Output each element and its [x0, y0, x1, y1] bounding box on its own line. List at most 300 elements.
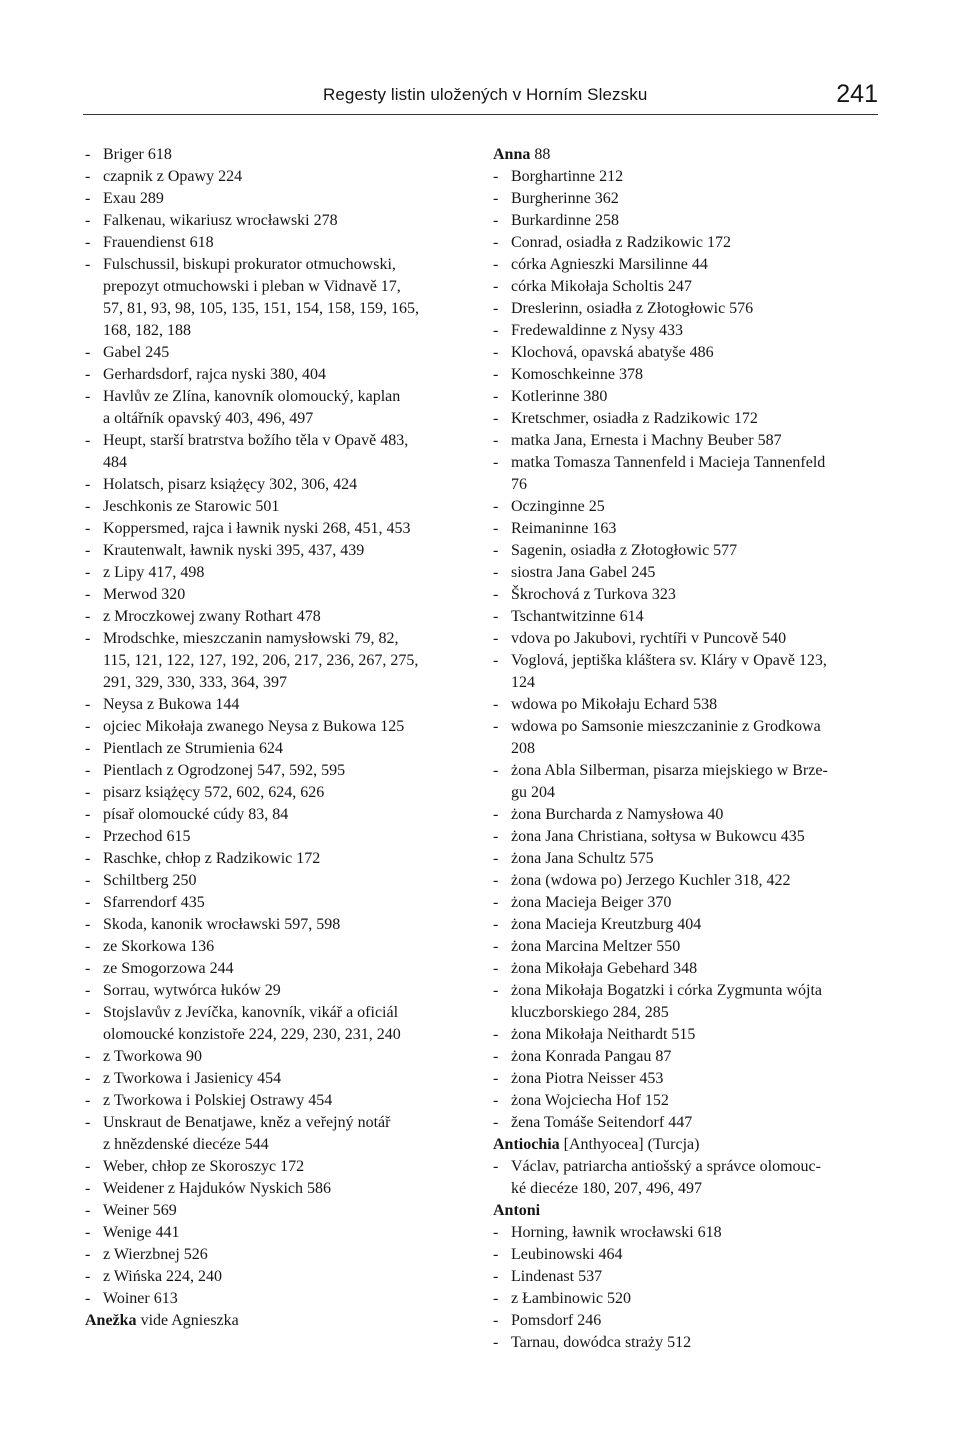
index-headword-entry — [493, 1134, 878, 1156]
index-subentry — [493, 826, 878, 848]
entry-line: Burkardinne 258 — [511, 212, 619, 229]
entry-dash: - — [493, 344, 499, 361]
entry-dash: - — [85, 1092, 91, 1109]
entry-dash: - — [85, 916, 91, 933]
entry-line: wdowa po Mikołaju Echard 538 — [511, 696, 718, 713]
entry-dash: - — [85, 850, 91, 867]
headword-rest: [Anthyocea] (Turcja) — [559, 1136, 700, 1153]
entry-dash: - — [493, 1026, 499, 1043]
entry-line: 115, 121, 122, 127, 192, 206, 217, 236, 267, 275, — [103, 652, 419, 669]
index-subentry — [85, 1046, 470, 1068]
entry-dash: - — [493, 168, 499, 185]
index-subentry — [85, 804, 470, 826]
entry-line: z Tworkowa i Jasienicy 454 — [103, 1070, 282, 1087]
entry-dash: - — [493, 762, 499, 779]
entry-dash: - — [85, 960, 91, 977]
entry-line: Havlův ze Zlína, kanovník olomoucký, kaplan — [103, 388, 401, 405]
index-subentry — [493, 430, 878, 452]
entry-line: Komoschkeinne 378 — [511, 366, 643, 383]
entry-line: żona Jana Christiana, sołtysa w Bukowcu 435 — [511, 828, 805, 845]
index-subentry — [85, 1266, 470, 1288]
index-subentry — [493, 716, 878, 760]
entry-line: Koppersmed, rajca i ławnik nyski 268, 451, 453 — [103, 520, 411, 537]
entry-line: Kretschmer, osiadła z Radzikowic 172 — [511, 410, 758, 427]
index-subentry — [85, 210, 470, 232]
headword: Antoni — [493, 1202, 541, 1219]
entry-dash: - — [493, 1092, 499, 1109]
entry-line: Pientlach z Ogrodzonej 547, 592, 595 — [103, 762, 346, 779]
entry-line: córka Mikołaja Scholtis 247 — [511, 278, 692, 295]
index-subentry — [85, 1156, 470, 1178]
entry-dash: - — [85, 1246, 91, 1263]
entry-dash: - — [493, 938, 499, 955]
entry-line: Fredewaldinne z Nysy 433 — [511, 322, 683, 339]
index-subentry — [85, 628, 470, 694]
entry-dash: - — [85, 1202, 91, 1219]
index-subentry — [493, 1244, 878, 1266]
index-subentry — [493, 232, 878, 254]
index-subentry — [85, 936, 470, 958]
index-subentry — [493, 980, 878, 1024]
entry-line: Oczinginne 25 — [511, 498, 605, 515]
index-subentry — [85, 518, 470, 540]
entry-line: Gabel 245 — [103, 344, 170, 361]
index-subentry — [85, 738, 470, 760]
entry-line: písař olomoucké cúdy 83, 84 — [103, 806, 289, 823]
entry-dash: - — [493, 982, 499, 999]
entry-dash: - — [85, 630, 91, 647]
entry-dash: - — [85, 740, 91, 757]
running-header — [83, 80, 878, 115]
entry-line: 208 — [511, 740, 535, 757]
page-number: 241 — [836, 80, 878, 108]
entry-line: Krautenwalt, ławnik nyski 395, 437, 439 — [103, 542, 365, 559]
entry-dash: - — [493, 1334, 499, 1351]
index-subentry — [493, 694, 878, 716]
entry-dash: - — [493, 564, 499, 581]
headword: Anna — [493, 146, 531, 163]
entry-dash: - — [493, 542, 499, 559]
index-subentry — [85, 1288, 470, 1310]
index-subentry — [85, 606, 470, 628]
entry-dash: - — [493, 696, 499, 713]
index-subentry — [493, 386, 878, 408]
entry-dash: - — [493, 1312, 499, 1329]
entry-line: Dreslerinn, osiadła z Złotogłowic 576 — [511, 300, 754, 317]
entry-dash: - — [85, 608, 91, 625]
index-subentry — [493, 1310, 878, 1332]
entry-dash: - — [85, 696, 91, 713]
entry-line: Burgherinne 362 — [511, 190, 619, 207]
entry-dash: - — [85, 872, 91, 889]
entry-line: Horning, ławnik wrocławski 618 — [511, 1224, 722, 1241]
entry-line: żona Jana Schultz 575 — [511, 850, 654, 867]
entry-dash: - — [493, 960, 499, 977]
entry-dash: - — [493, 190, 499, 207]
entry-line: Pomsdorf 246 — [511, 1312, 602, 1329]
index-subentry — [85, 386, 470, 430]
index-subentry — [493, 1156, 878, 1200]
index-subentry — [493, 188, 878, 210]
entry-dash: - — [493, 300, 499, 317]
index-subentry — [85, 232, 470, 254]
entry-dash: - — [493, 1290, 499, 1307]
entry-dash: - — [493, 212, 499, 229]
entry-line: Weber, chłop ze Skoroszyc 172 — [103, 1158, 305, 1175]
entry-line: Sagenin, osiadła z Złotogłowic 577 — [511, 542, 738, 559]
entry-line: Frauendienst 618 — [103, 234, 214, 251]
running-title: Regesty listin uložených v Horním Slezsku — [323, 85, 648, 104]
index-headword-entry — [493, 1200, 878, 1222]
entry-dash: - — [85, 388, 91, 405]
entry-dash: - — [493, 916, 499, 933]
index-subentry — [85, 342, 470, 364]
entry-line: matka Tomasza Tannenfeld i Macieja Tannenfeld — [511, 454, 826, 471]
entry-dash: - — [85, 520, 91, 537]
entry-dash: - — [493, 432, 499, 449]
index-subentry — [493, 210, 878, 232]
entry-dash: - — [85, 366, 91, 383]
index-subentry — [493, 848, 878, 870]
index-subentry — [85, 254, 470, 342]
index-subentry — [493, 298, 878, 320]
index-subentry — [493, 936, 878, 958]
index-subentry — [85, 1200, 470, 1222]
entry-dash: - — [85, 1290, 91, 1307]
entry-dash: - — [493, 498, 499, 515]
entry-line: ze Skorkowa 136 — [103, 938, 215, 955]
entry-dash: - — [493, 410, 499, 427]
entry-line: Mrodschke, mieszczanin namysłowski 79, 82, — [103, 630, 399, 647]
entry-line: ze Smogorzowa 244 — [103, 960, 234, 977]
entry-line: żona Abla Silberman, pisarza miejskiego w Brze- — [511, 762, 828, 779]
index-subentry — [85, 496, 470, 518]
entry-line: Lindenast 537 — [511, 1268, 603, 1285]
entry-line: Weiner 569 — [103, 1202, 177, 1219]
entry-line: matka Jana, Ernesta i Machny Beuber 587 — [511, 432, 782, 449]
index-subentry — [85, 1178, 470, 1200]
index-subentry — [85, 474, 470, 496]
index-subentry — [85, 980, 470, 1002]
entry-line: Sfarrendorf 435 — [103, 894, 205, 911]
entry-line: żona Marcina Meltzer 550 — [511, 938, 681, 955]
entry-dash: - — [85, 586, 91, 603]
index-subentry — [493, 1332, 878, 1354]
entry-line: Škrochová z Turkova 323 — [511, 586, 676, 603]
index-subentry — [85, 166, 470, 188]
entry-dash: - — [85, 1004, 91, 1021]
entry-line: Jeschkonis ze Starowic 501 — [103, 498, 280, 515]
entry-line: olomoucké konzistoře 224, 229, 230, 231, 240 — [103, 1026, 401, 1043]
entry-line: 291, 329, 330, 333, 364, 397 — [103, 674, 287, 691]
index-subentry — [85, 760, 470, 782]
entry-line: ojciec Mikołaja zwanego Neysa z Bukowa 125 — [103, 718, 405, 735]
entry-dash: - — [493, 278, 499, 295]
entry-dash: - — [85, 168, 91, 185]
index-subentry — [493, 276, 878, 298]
entry-dash: - — [85, 1048, 91, 1065]
entry-line: Briger 618 — [103, 146, 172, 163]
entry-dash: - — [85, 212, 91, 229]
entry-line: Exau 289 — [103, 190, 164, 207]
entry-dash: - — [493, 872, 499, 889]
index-subentry — [493, 452, 878, 496]
index-subentry — [493, 562, 878, 584]
entry-dash: - — [493, 256, 499, 273]
index-subentry — [493, 958, 878, 980]
entry-dash: - — [493, 1070, 499, 1087]
index-subentry — [85, 694, 470, 716]
entry-dash: - — [85, 476, 91, 493]
entry-dash: - — [493, 894, 499, 911]
entry-line: Conrad, osiadła z Radzikowic 172 — [511, 234, 731, 251]
headword-rest: 88 — [530, 146, 551, 163]
entry-line: żona Burcharda z Namysłowa 40 — [511, 806, 724, 823]
entry-dash: - — [493, 1048, 499, 1065]
index-subentry — [85, 364, 470, 386]
index-subentry — [493, 650, 878, 694]
index-subentry — [493, 1046, 878, 1068]
index-subentry — [85, 1068, 470, 1090]
entry-line: gu 204 — [511, 784, 555, 801]
entry-dash: - — [85, 982, 91, 999]
entry-dash: - — [85, 762, 91, 779]
index-subentry — [85, 584, 470, 606]
entry-dash: - — [85, 1114, 91, 1131]
entry-dash: - — [493, 718, 499, 735]
index-column-right — [493, 144, 878, 1354]
entry-dash: - — [85, 256, 91, 273]
entry-line: Václav, patriarcha antiošský a správce olomouc- — [511, 1158, 821, 1175]
entry-line: żona Macieja Kreutzburg 404 — [511, 916, 702, 933]
entry-dash: - — [85, 542, 91, 559]
entry-dash: - — [85, 718, 91, 735]
entry-line: Schiltberg 250 — [103, 872, 197, 889]
index-subentry — [493, 540, 878, 562]
entry-dash: - — [85, 498, 91, 515]
entry-dash: - — [493, 850, 499, 867]
entry-line: Merwod 320 — [103, 586, 186, 603]
entry-line: a oltářník opavský 403, 496, 497 — [103, 410, 314, 427]
index-column-left — [85, 144, 470, 1332]
entry-line: żona Konrada Pangau 87 — [511, 1048, 672, 1065]
entry-line: Tarnau, dowódca straży 512 — [511, 1334, 692, 1351]
entry-line: Weidener z Hajduków Nyskich 586 — [103, 1180, 331, 1197]
entry-dash: - — [493, 322, 499, 339]
entry-line: Przechod 615 — [103, 828, 191, 845]
index-subentry — [493, 892, 878, 914]
entry-line: Tschantwitzinne 614 — [511, 608, 644, 625]
index-subentry — [493, 584, 878, 606]
entry-line: żona Wojciecha Hof 152 — [511, 1092, 669, 1109]
entry-dash: - — [493, 234, 499, 251]
index-headword-entry — [493, 144, 878, 166]
entry-line: prepozyt otmuchowski i pleban w Vidnavě 17, — [103, 278, 401, 295]
index-subentry — [85, 1090, 470, 1112]
headword: Antiochia — [493, 1136, 560, 1153]
entry-line: Stojslavův z Jevíčka, kanovník, vikář a oficiál — [103, 1004, 399, 1021]
entry-line: 124 — [511, 674, 535, 691]
entry-dash: - — [493, 366, 499, 383]
entry-line: Wenige 441 — [103, 1224, 180, 1241]
index-subentry — [493, 408, 878, 430]
entry-dash: - — [85, 938, 91, 955]
entry-line: żona (wdowa po) Jerzego Kuchler 318, 422 — [511, 872, 791, 889]
entry-line: Unskraut de Benatjawe, kněz a veřejný notář — [103, 1114, 391, 1131]
headword-rest: vide Agnieszka — [136, 1312, 239, 1329]
index-subentry — [85, 782, 470, 804]
entry-line: Pientlach ze Strumienia 624 — [103, 740, 283, 757]
entry-dash: - — [493, 1224, 499, 1241]
index-subentry — [493, 1024, 878, 1046]
index-subentry — [85, 188, 470, 210]
entry-line: siostra Jana Gabel 245 — [511, 564, 656, 581]
entry-dash: - — [493, 630, 499, 647]
index-subentry — [85, 870, 470, 892]
entry-line: wdowa po Samsonie mieszczaninie z Grodkowa — [511, 718, 821, 735]
index-subentry — [85, 1244, 470, 1266]
entry-line: żona Mikołaja Bogatzki i córka Zygmunta wójta — [511, 982, 823, 999]
entry-line: z Wińska 224, 240 — [103, 1268, 223, 1285]
entry-line: Gerhardsdorf, rajca nyski 380, 404 — [103, 366, 327, 383]
index-subentry — [493, 518, 878, 540]
entry-dash: - — [85, 1224, 91, 1241]
entry-dash: - — [493, 388, 499, 405]
entry-line: ké diecéze 180, 207, 496, 497 — [511, 1180, 703, 1197]
index-subentry — [493, 166, 878, 188]
entry-line: z Tworkowa 90 — [103, 1048, 203, 1065]
entry-dash: - — [493, 520, 499, 537]
entry-dash: - — [85, 564, 91, 581]
entry-dash: - — [85, 784, 91, 801]
entry-dash: - — [493, 454, 499, 471]
index-subentry — [493, 342, 878, 364]
entry-dash: - — [493, 806, 499, 823]
index-subentry — [493, 364, 878, 386]
entry-line: z Wierzbnej 526 — [103, 1246, 208, 1263]
index-subentry — [493, 254, 878, 276]
entry-dash: - — [85, 344, 91, 361]
index-subentry — [493, 870, 878, 892]
index-subentry — [85, 1222, 470, 1244]
entry-line: z Mroczkowej zwany Rothart 478 — [103, 608, 321, 625]
entry-line: vdova po Jakubovi, rychtíři v Puncově 540 — [511, 630, 787, 647]
index-subentry — [493, 914, 878, 936]
entry-line: Skoda, kanonik wrocławski 597, 598 — [103, 916, 341, 933]
index-subentry — [85, 1002, 470, 1046]
entry-dash: - — [85, 1180, 91, 1197]
entry-line: żona Mikołaja Neithardt 515 — [511, 1026, 696, 1043]
entry-dash: - — [85, 146, 91, 163]
entry-dash: - — [493, 1158, 499, 1175]
index-subentry — [85, 848, 470, 870]
index-subentry — [493, 1288, 878, 1310]
entry-dash: - — [493, 608, 499, 625]
entry-line: córka Agnieszki Marsilinne 44 — [511, 256, 708, 273]
index-headword-entry — [85, 1310, 470, 1332]
entry-dash: - — [85, 1268, 91, 1285]
entry-line: z Tworkowa i Polskiej Ostrawy 454 — [103, 1092, 333, 1109]
entry-line: czapnik z Opawy 224 — [103, 168, 243, 185]
entry-line: żona Macieja Beiger 370 — [511, 894, 672, 911]
entry-dash: - — [493, 1268, 499, 1285]
index-subentry — [85, 892, 470, 914]
entry-line: z Łambinowic 520 — [511, 1290, 631, 1307]
index-subentry — [493, 1112, 878, 1134]
entry-line: Holatsch, pisarz książęcy 302, 306, 424 — [103, 476, 358, 493]
entry-line: Voglová, jeptiška kláštera sv. Kláry v Opavě 123, — [511, 652, 827, 669]
index-subentry — [85, 716, 470, 738]
index-subentry — [85, 144, 470, 166]
index-subentry — [493, 1222, 878, 1244]
entry-dash: - — [493, 1114, 499, 1131]
entry-line: żona Mikołaja Gebehard 348 — [511, 960, 698, 977]
entry-line: 57, 81, 93, 98, 105, 135, 151, 154, 158, 159, 165, — [103, 300, 419, 317]
entry-line: Neysa z Bukowa 144 — [103, 696, 240, 713]
index-subentry — [493, 1068, 878, 1090]
entry-line: Borghartinne 212 — [511, 168, 624, 185]
entry-line: z hnězdenské diecéze 544 — [103, 1136, 269, 1153]
entry-line: Falkenau, wikariusz wrocławski 278 — [103, 212, 338, 229]
index-subentry — [493, 320, 878, 342]
index-subentry — [493, 1266, 878, 1288]
index-subentry — [493, 1090, 878, 1112]
entry-dash: - — [85, 828, 91, 845]
entry-dash: - — [493, 586, 499, 603]
entry-dash: - — [493, 652, 499, 669]
index-subentry — [85, 540, 470, 562]
index-subentry — [85, 430, 470, 474]
entry-line: pisarz książęcy 572, 602, 624, 626 — [103, 784, 325, 801]
index-subentry — [493, 496, 878, 518]
entry-dash: - — [85, 432, 91, 449]
entry-dash: - — [85, 1158, 91, 1175]
entry-dash: - — [85, 1070, 91, 1087]
index-subentry — [85, 826, 470, 848]
entry-line: Raschke, chłop z Radzikowic 172 — [103, 850, 321, 867]
index-subentry — [493, 804, 878, 826]
entry-line: Fulschussil, biskupi prokurator otmuchowski, — [103, 256, 396, 273]
index-subentry — [85, 958, 470, 980]
entry-line: Reimaninne 163 — [511, 520, 617, 537]
entry-dash: - — [493, 1246, 499, 1263]
entry-line: 168, 182, 188 — [103, 322, 191, 339]
index-subentry — [85, 1112, 470, 1156]
entry-dash: - — [85, 806, 91, 823]
entry-line: z Lipy 417, 498 — [103, 564, 205, 581]
entry-line: žena Tomáše Seitendorf 447 — [511, 1114, 693, 1131]
entry-line: Klochová, opavská abatyše 486 — [511, 344, 714, 361]
index-subentry — [85, 562, 470, 584]
entry-dash: - — [493, 828, 499, 845]
entry-line: 76 — [511, 476, 527, 493]
entry-line: Woiner 613 — [103, 1290, 178, 1307]
index-subentry — [493, 628, 878, 650]
entry-line: żona Piotra Neisser 453 — [511, 1070, 664, 1087]
entry-line: Sorrau, wytwórca łuków 29 — [103, 982, 281, 999]
entry-line: 484 — [103, 454, 127, 471]
entry-dash: - — [85, 190, 91, 207]
entry-line: Leubinowski 464 — [511, 1246, 623, 1263]
entry-line: Kotlerinne 380 — [511, 388, 608, 405]
entry-line: kluczborskiego 284, 285 — [511, 1004, 669, 1021]
entry-line: Heupt, starší bratrstva božího těla v Opavě 483, — [103, 432, 409, 449]
index-subentry — [493, 606, 878, 628]
index-subentry — [85, 914, 470, 936]
index-subentry — [493, 760, 878, 804]
entry-dash: - — [85, 894, 91, 911]
entry-dash: - — [85, 234, 91, 251]
